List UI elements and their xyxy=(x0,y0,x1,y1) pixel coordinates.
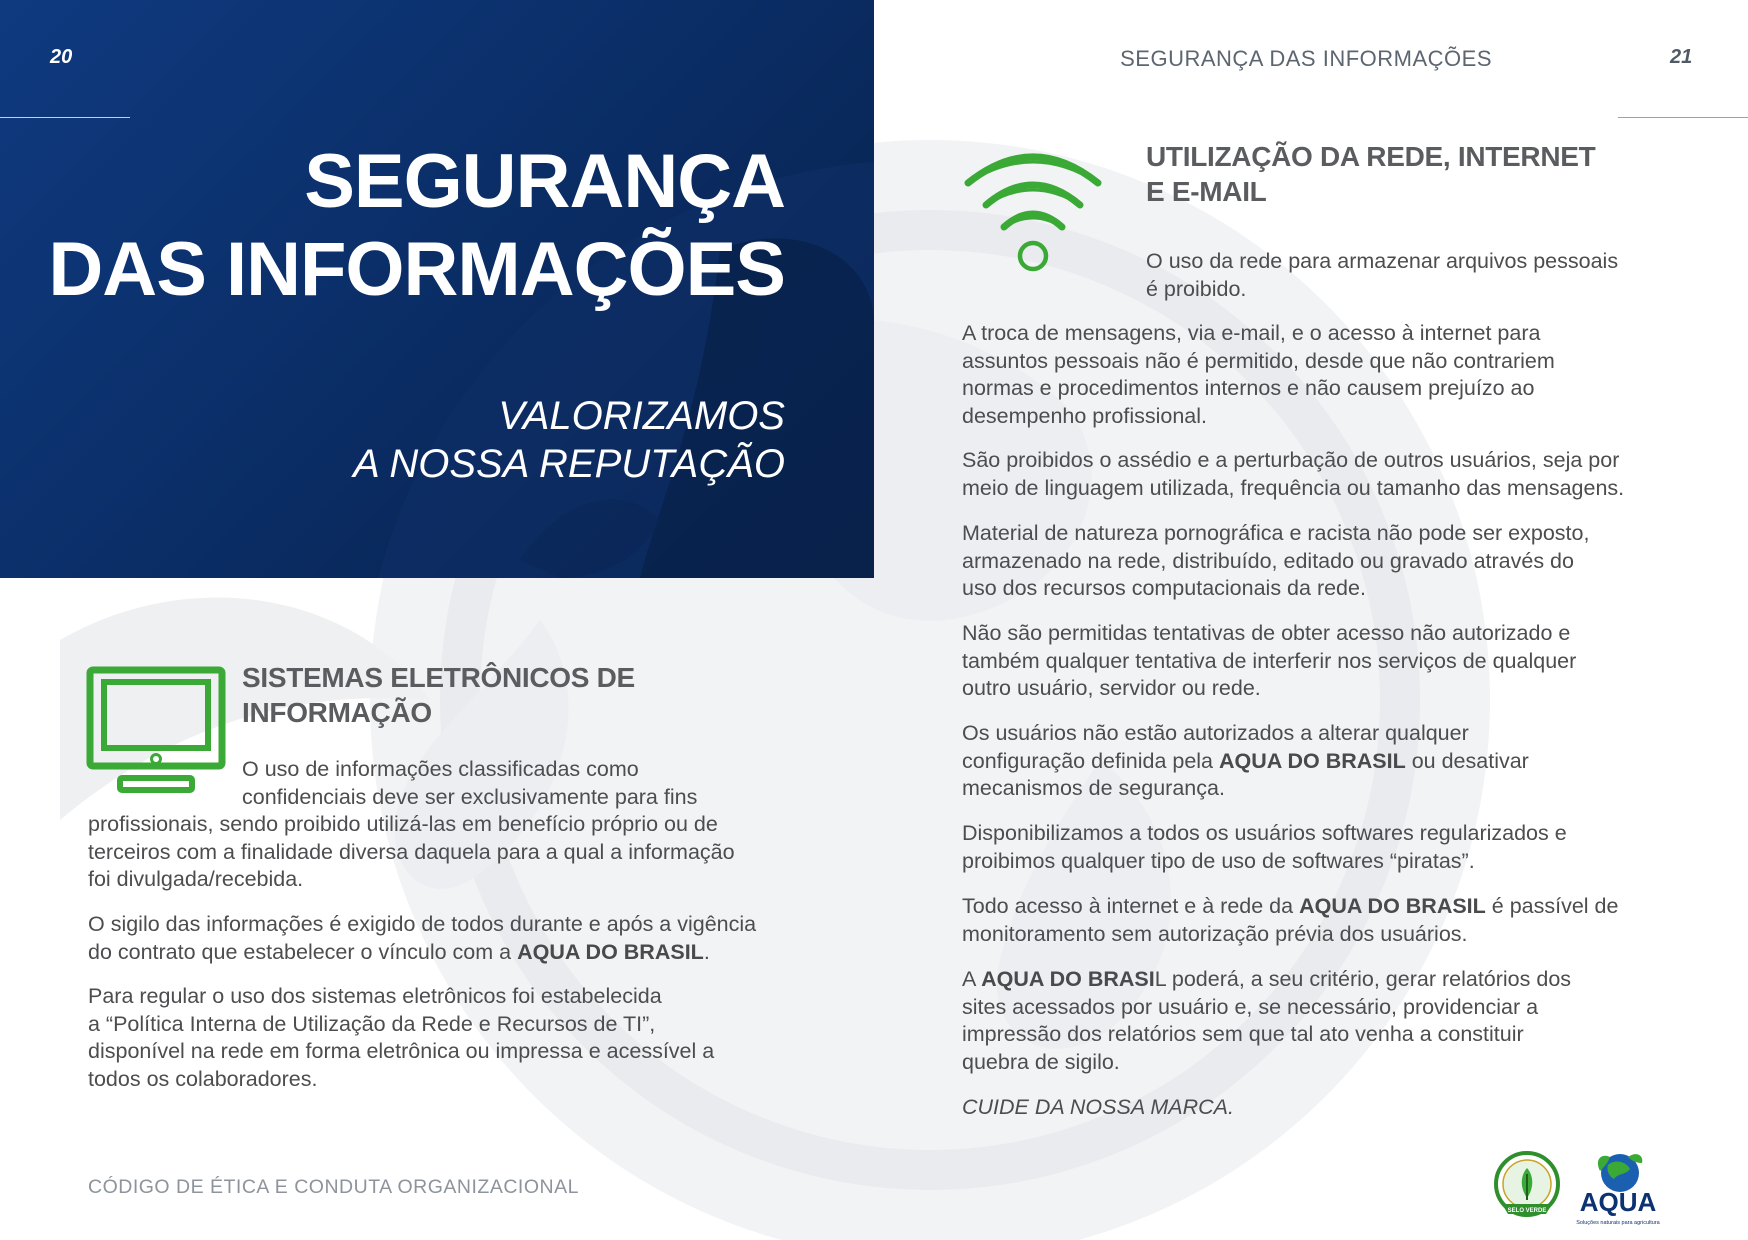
page-subtitle xyxy=(353,392,785,488)
page-number: 21 xyxy=(1670,46,1693,68)
seal-logo xyxy=(1490,1150,1564,1224)
text-line: desempenho profissional. xyxy=(962,403,1208,428)
text-line: quebra de sigilo. xyxy=(962,1049,1120,1074)
text-run: A xyxy=(962,967,982,991)
text-line: foi divulgada/recebida. xyxy=(88,867,304,891)
running-head: SEGURANÇA DAS INFORMAÇÕES xyxy=(1120,46,1492,71)
text-run: configuração definida pela xyxy=(962,748,1219,773)
text-line: meio de linguagem utilizada, frequência ou tamanho das mensagens. xyxy=(962,475,1625,500)
text-line: São proibidos o assédio e a perturbação de outros usuários, seja por xyxy=(962,448,1620,472)
paragraph xyxy=(962,720,1742,803)
heading-line: UTILIZAÇÃO DA REDE, INTERNET xyxy=(1146,141,1596,172)
aqua-wordmark: AQUA xyxy=(1579,1187,1657,1217)
text-line xyxy=(962,893,1742,921)
right-page xyxy=(874,0,1748,1240)
text-line: confidenciais deve ser exclusivamente para fins xyxy=(242,784,698,809)
page-number: 20 xyxy=(50,46,73,68)
text-line: O uso da rede para armazenar arquivos pessoais xyxy=(1146,249,1619,273)
paragraph xyxy=(962,320,1742,430)
text-line: Não são permitidas tentativas de obter acesso não autorizado e xyxy=(962,621,1571,645)
brand-name: AQUA DO BRASIL xyxy=(517,939,704,964)
section-heading xyxy=(1146,139,1706,209)
text-line: sites acessados por usuário e, se necessário, providenciar a xyxy=(962,994,1539,1019)
text-line: Os usuários não estão autorizados a alterar qualquer xyxy=(962,721,1469,745)
brand-name: AQUA DO BRASI xyxy=(981,967,1155,991)
text-run: L poderá, a seu critério, gerar relatórios dos xyxy=(1154,967,1572,991)
text-line: mecanismos de segurança. xyxy=(962,776,1225,800)
header-rule xyxy=(0,117,130,118)
text-line: normas e procedimentos internos e não causem prejuízo ao xyxy=(962,376,1535,400)
heading-line: SISTEMAS ELETRÔNICOS DE xyxy=(242,662,635,693)
paragraph xyxy=(962,966,1742,1076)
text-line: impressão dos relatórios sem que tal ato venha a constituir xyxy=(962,1022,1524,1046)
text-line: monitoramento sem autorização prévia dos usuários. xyxy=(962,921,1468,946)
text-line: é proibido. xyxy=(1146,276,1247,301)
paragraph xyxy=(88,756,808,894)
aqua-logo xyxy=(1574,1149,1666,1231)
text-line: Material de natureza pornográfica e racista não pode ser exposto, xyxy=(962,521,1590,545)
text-line: terceiros com a finalidade diversa daquela para a qual a informação xyxy=(88,839,735,864)
paragraph xyxy=(962,520,1742,603)
text-run: é passível de xyxy=(1485,894,1619,918)
brand-name: AQUA DO BRASIL xyxy=(1219,748,1406,773)
text-run: do contrato que estabelecer o vínculo com a xyxy=(88,939,518,964)
hero-banner xyxy=(0,0,874,578)
text-line: O uso de informações classificadas como xyxy=(242,757,639,781)
heading-line: E E-MAIL xyxy=(1146,176,1267,207)
brand-name: AQUA DO BRASIL xyxy=(1299,894,1486,918)
subtitle-line: VALORIZAMOS xyxy=(498,394,785,438)
page-title xyxy=(48,138,785,314)
section-heading xyxy=(242,660,802,730)
aqua-tagline: Soluções naturais para agricultura xyxy=(1576,1220,1660,1226)
paragraph xyxy=(88,983,828,1093)
text-line: Disponibilizamos a todos os usuários softwares regularizados e xyxy=(962,821,1567,845)
text-run: ou desativar xyxy=(1405,748,1529,773)
text-line: profissionais, sendo proibido utilizá-las em benefício próprio ou de xyxy=(88,812,718,836)
text-line: todos os colaboradores. xyxy=(88,1066,318,1091)
closing-statement: CUIDE DA NOSSA MARCA. xyxy=(962,1095,1234,1119)
text-line xyxy=(88,939,828,967)
text-line: A troca de mensagens, via e-mail, e o acesso à internet para xyxy=(962,321,1541,345)
text-line: assuntos pessoais não é permitido, desde que não contrariem xyxy=(962,348,1555,373)
text-line: também qualquer tentativa de interferir nos serviços de qualquer xyxy=(962,648,1577,673)
paragraph xyxy=(962,447,1742,502)
paragraph xyxy=(962,893,1742,948)
title-line: DAS INFORMAÇÕES xyxy=(48,227,785,312)
heading-line: INFORMAÇÃO xyxy=(242,697,432,728)
text-line: Para regular o uso dos sistemas eletrônicos foi estabelecida xyxy=(88,984,662,1008)
text-line: disponível na rede em forma eletrônica ou impressa e acessível a xyxy=(88,1039,715,1063)
text-line: armazenado na rede, distribuído, editado ou gravado através do xyxy=(962,548,1574,573)
text-line: outro usuário, servidor ou rede. xyxy=(962,676,1261,700)
paragraph xyxy=(1146,248,1746,303)
paragraph xyxy=(962,620,1742,703)
wifi-icon xyxy=(960,143,1106,273)
text-line xyxy=(962,966,1742,994)
text-run: Todo acesso à internet e à rede da xyxy=(962,894,1300,918)
text-line: proibimos qualquer tipo de uso de softwares “piratas”. xyxy=(962,848,1475,873)
text-line: O sigilo das informações é exigido de todos durante e após a vigência xyxy=(88,912,757,936)
seal-text: SELO VERDE xyxy=(1507,1208,1547,1214)
paragraph xyxy=(962,820,1742,875)
header-rule xyxy=(1618,117,1748,118)
text-run: . xyxy=(703,939,710,964)
subtitle-line: A NOSSA REPUTAÇÃO xyxy=(353,442,785,486)
text-line xyxy=(962,748,1742,776)
document-footer: CÓDIGO DE ÉTICA E CONDUTA ORGANIZACIONAL xyxy=(88,1176,579,1198)
title-line: SEGURANÇA xyxy=(304,139,785,224)
paragraph xyxy=(88,911,828,966)
text-line: a “Política Interna de Utilização da Rede e Recursos de TI”, xyxy=(88,1011,656,1036)
text-line: uso dos recursos computacionais da rede. xyxy=(962,576,1366,600)
